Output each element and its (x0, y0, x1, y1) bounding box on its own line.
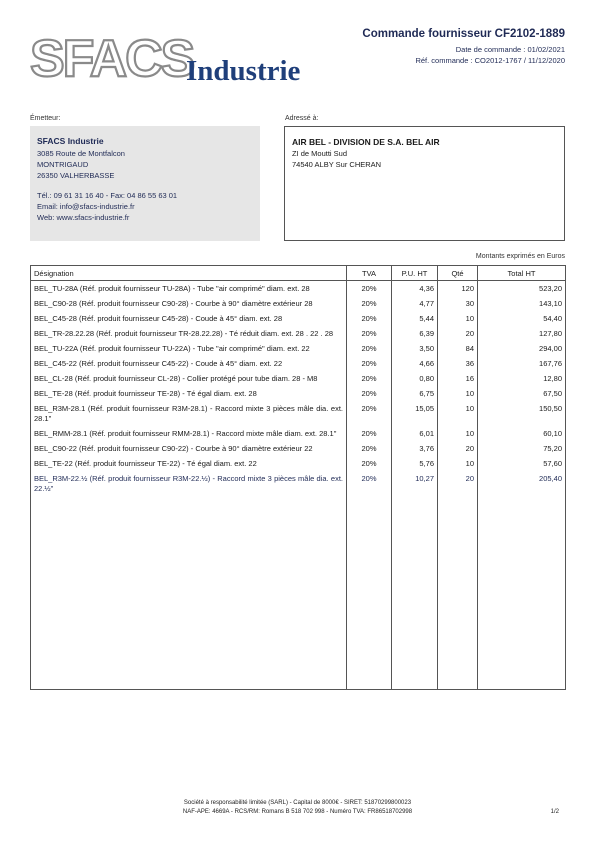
cell-total: 523,20 (478, 281, 566, 297)
cell-pu: 15,05 (392, 401, 438, 426)
table-row (31, 386, 566, 401)
table-row (31, 341, 566, 356)
cell-tva: 20% (347, 356, 392, 371)
sender-box (30, 126, 260, 241)
footer-legal-line: Société à responsabilité limitée (SARL) - Capital de 8000€ - SIRET: 51870299800023 (183, 800, 412, 806)
cell-total: 54,40 (478, 311, 566, 326)
cell-total: 294,00 (478, 341, 566, 356)
logo-brand-text: SFACS (30, 30, 194, 88)
column-header-pu: P.U. HT (392, 266, 438, 281)
order-lines-table (30, 265, 566, 690)
cell-pu: 10,27 (392, 471, 438, 496)
cell-qte: 20 (438, 326, 478, 341)
cell-qte: 30 (438, 296, 478, 311)
sender-phone: Tél.: 09 61 31 16 40 - Fax: 04 86 55 63 01 (37, 191, 178, 200)
cell-pu: 4,66 (392, 356, 438, 371)
document-title: Commande fournisseur CF2102-1889 (362, 28, 565, 40)
cell-designation: BEL_RMM-28.1 (Réf. produit fournisseur RMM-28.1) - Raccord mixte mâle diam. ext. 28.1" (31, 426, 347, 441)
cell-designation: BEL_C45-28 (Réf. produit fournisseur C45-28) - Coude à 45° diam. ext. 28 (31, 311, 347, 326)
cell-qte: 10 (438, 456, 478, 471)
cell-pu: 0,80 (392, 371, 438, 386)
order-date: Date de commande : 01/02/2021 (455, 45, 565, 54)
cell-tva: 20% (347, 441, 392, 456)
cell-tva: 20% (347, 471, 392, 496)
sender-address-line: MONTRIGAUD (37, 160, 89, 169)
cell-designation: BEL_C90-28 (Réf. produit fournisseur C90-28) - Courbe à 90° diamètre extérieur 28 (31, 296, 347, 311)
cell-pu: 5,44 (392, 311, 438, 326)
cell-total: 60,10 (478, 426, 566, 441)
table-row (31, 441, 566, 456)
table-empty-space (31, 496, 566, 690)
sender-web: Web: www.sfacs-industrie.fr (37, 213, 130, 222)
sender-name: SFACS Industrie (37, 136, 104, 146)
cell-designation: BEL_TE-28 (Réf. produit fournisseur TE-28) - Té égal diam. ext. 28 (31, 386, 347, 401)
cell-qte: 10 (438, 311, 478, 326)
cell-total: 67,50 (478, 386, 566, 401)
table-row (31, 356, 566, 371)
cell-tva: 20% (347, 401, 392, 426)
cell-tva: 20% (347, 296, 392, 311)
cell-pu: 4,77 (392, 296, 438, 311)
cell-pu: 5,76 (392, 456, 438, 471)
cell-tva: 20% (347, 281, 392, 297)
cell-qte: 36 (438, 356, 478, 371)
sfacs-logo-graphic (28, 30, 318, 90)
column-header-total: Total HT (478, 266, 566, 281)
cell-qte: 20 (438, 441, 478, 456)
cell-tva: 20% (347, 341, 392, 356)
cell-designation: BEL_C90-22 (Réf. produit fournisseur C90-22) - Courbe à 90° diamètre extérieur 22 (31, 441, 347, 456)
cell-designation: BEL_C45-22 (Réf. produit fournisseur C45-22) - Coude à 45° diam. ext. 22 (31, 356, 347, 371)
cell-qte: 20 (438, 471, 478, 496)
footer-legal-line: NAF-APE: 4669A - RCS/RM: Romans B 518 702 998 - Numéro TVA: FR86518702998 (182, 809, 413, 815)
cell-tva: 20% (347, 371, 392, 386)
cell-designation: BEL_TU-22A (Réf. produit fournisseur TU-22A) - Tube "air comprimé" diam. ext. 22 (31, 341, 347, 356)
cell-total: 12,80 (478, 371, 566, 386)
cell-tva: 20% (347, 456, 392, 471)
column-header-qte: Qté (438, 266, 478, 281)
cell-qte: 16 (438, 371, 478, 386)
cell-pu: 3,50 (392, 341, 438, 356)
cell-qte: 120 (438, 281, 478, 297)
table-row (31, 456, 566, 471)
recipient-box (284, 126, 565, 241)
cell-tva: 20% (347, 426, 392, 441)
sender-email: Email: info@sfacs-industrie.fr (37, 202, 135, 211)
recipient-label: Adressé à: (285, 115, 319, 122)
cell-total: 143,10 (478, 296, 566, 311)
page-number: 1/2 (550, 809, 559, 815)
table-row (31, 371, 566, 386)
cell-total: 127,80 (478, 326, 566, 341)
cell-qte: 84 (438, 341, 478, 356)
sender-address-line: 26350 VALHERBASSE (37, 171, 115, 180)
cell-designation: BEL_TR-28.22.28 (Réf. produit fournisseur TR-28.22.28) - Té réduit diam. ext. 28 . 22 . 28 (31, 326, 347, 341)
cell-total: 57,60 (478, 456, 566, 471)
cell-total: 150,50 (478, 401, 566, 426)
table-row (31, 326, 566, 341)
cell-designation: BEL_CL-28 (Réf. produit fournisseur CL-28) - Collier protégé pour tube diam. 28 - M8 (31, 371, 347, 386)
table-row (31, 471, 566, 496)
sender-label: Émetteur: (30, 115, 61, 122)
cell-total: 205,40 (478, 471, 566, 496)
table-row (31, 311, 566, 326)
cell-designation: BEL_TE-22 (Réf. produit fournisseur TE-22) - Té égal diam. ext. 22 (31, 456, 347, 471)
cell-tva: 20% (347, 386, 392, 401)
recipient-address-line: 74540 ALBY Sur CHERAN (292, 160, 382, 169)
cell-total: 167,76 (478, 356, 566, 371)
order-reference: Réf. commande : CO2012-1767 / 11/12/2020 (415, 56, 565, 65)
cell-qte: 10 (438, 426, 478, 441)
company-logo (28, 30, 318, 90)
cell-qte: 10 (438, 401, 478, 426)
cell-total: 75,20 (478, 441, 566, 456)
column-header-designation: Désignation (31, 266, 347, 281)
table-header-row (31, 266, 566, 281)
table-row (31, 401, 566, 426)
logo-suffix-text: Industrie (186, 55, 301, 87)
cell-tva: 20% (347, 311, 392, 326)
cell-pu: 6,39 (392, 326, 438, 341)
table-row (31, 426, 566, 441)
cell-designation: BEL_TU-28A (Réf. produit fournisseur TU-28A) - Tube "air comprimé" diam. ext. 28 (31, 281, 347, 297)
cell-tva: 20% (347, 326, 392, 341)
cell-pu: 6,75 (392, 386, 438, 401)
column-header-tva: TVA (347, 266, 392, 281)
recipient-address-line: ZI de Moutti Sud (292, 149, 348, 158)
cell-pu: 4,36 (392, 281, 438, 297)
sender-address-line: 3085 Route de Montfalcon (37, 149, 125, 158)
cell-designation: BEL_R3M-28.1 (Réf. produit fournisseur R3M-28.1) - Raccord mixte 3 pièces mâle dia. ext. 28.1" (31, 401, 347, 426)
cell-pu: 6,01 (392, 426, 438, 441)
table-row (31, 281, 566, 297)
cell-qte: 10 (438, 386, 478, 401)
currency-note: Montants exprimés en Euros (475, 253, 565, 260)
recipient-name: AIR BEL - DIVISION DE S.A. BEL AIR (292, 137, 440, 147)
table-row (31, 296, 566, 311)
cell-pu: 3,76 (392, 441, 438, 456)
cell-designation: BEL_R3M-22.½ (Réf. produit fournisseur R3M-22.½) - Raccord mixte 3 pièces mâle dia. ext. 22.½" (31, 471, 347, 496)
